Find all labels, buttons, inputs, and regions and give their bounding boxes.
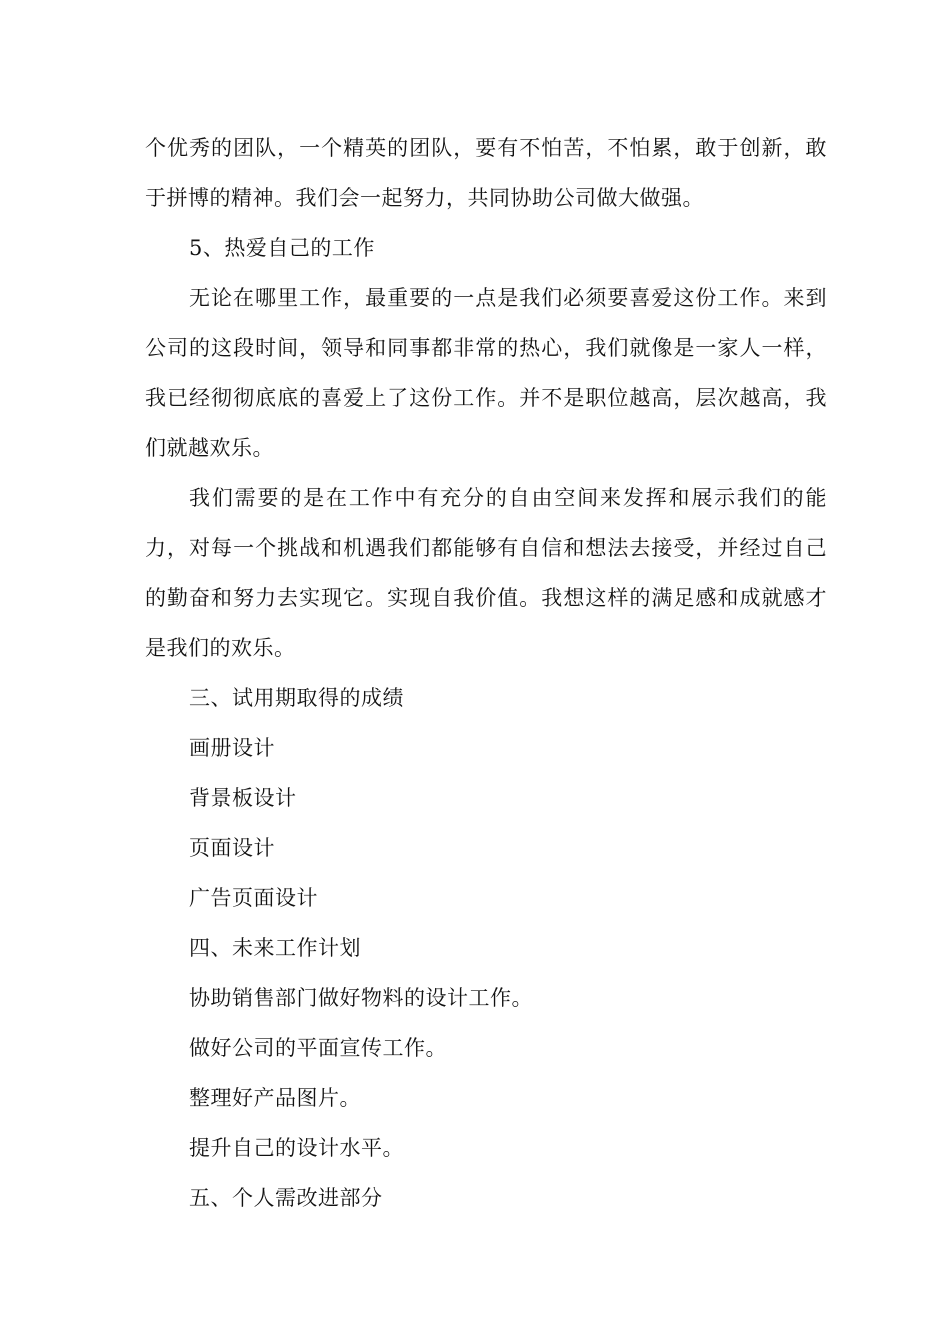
heading-future-plan: 四、未来工作计划: [189, 936, 361, 960]
list-item: 背景板设计: [189, 786, 297, 810]
paragraph-team-spirit: 个优秀的团队，一个精英的团队，要有不怕苦，不怕累，敢于创新，敢于拼博的精神。我们会一起努力，共同协助公司做大做强。: [145, 136, 827, 210]
heading-love-work: 5、热爱自己的工作: [189, 236, 375, 260]
list-item: 广告页面设计: [189, 886, 318, 910]
heading-achievements: 三、试用期取得的成绩: [189, 686, 404, 710]
paragraph-freedom-value: 我们需要的是在工作中有充分的自由空间来发挥和展示我们的能力，对每一个挑战和机遇我们都能够有自信和想法去接受，并经过自己的勤奋和努力去实现它。实现自我价值。我想这样的满足感和成就感才是我们的欢乐。: [145, 486, 827, 660]
list-item: 提升自己的设计水平。: [189, 1136, 404, 1160]
heading-improvements: 五、个人需改进部分: [189, 1186, 383, 1210]
list-item: 页面设计: [189, 836, 275, 860]
list-item: 协助销售部门做好物料的设计工作。: [189, 986, 533, 1010]
paragraph-love-work: 无论在哪里工作，最重要的一点是我们必须要喜爱这份工作。来到公司的这段时间，领导和同事都非常的热心，我们就像是一家人一样，我已经彻彻底底的喜爱上了这份工作。并不是职位越高，层次越高，我们就越欢乐。: [145, 286, 827, 460]
list-item: 做好公司的平面宣传工作。: [189, 1036, 447, 1060]
document-body: [145, 123, 827, 1223]
list-item: 画册设计: [189, 736, 275, 760]
list-item: 整理好产品图片。: [189, 1086, 361, 1110]
